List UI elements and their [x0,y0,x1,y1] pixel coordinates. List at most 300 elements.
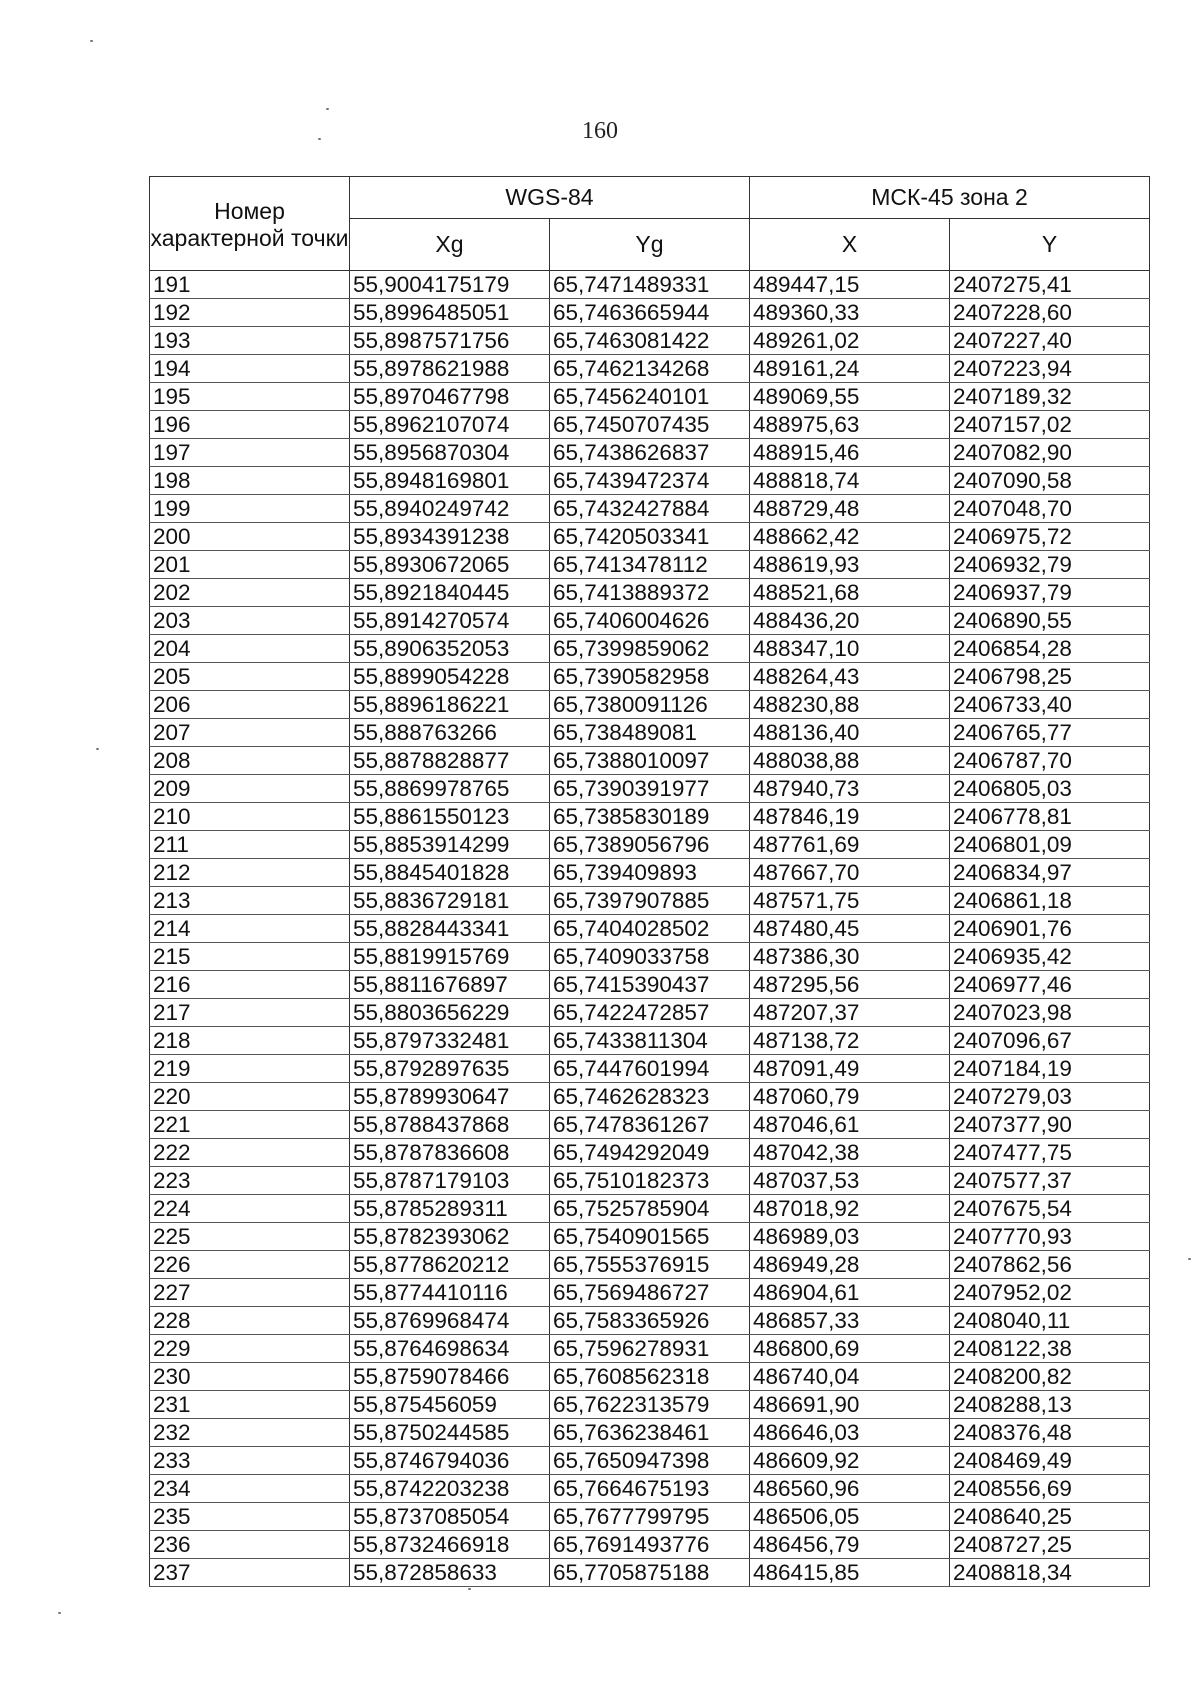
point-number-cell: 236 [150,1531,350,1559]
yg-cell: 65,7462628323 [550,1083,750,1111]
table-row [150,1391,1150,1419]
y-cell: 2407090,58 [950,467,1150,495]
point-number-cell: 225 [150,1223,350,1251]
y-cell: 2406834,97 [950,859,1150,887]
y-cell: 2408469,49 [950,1447,1150,1475]
x-cell: 486989,03 [750,1223,950,1251]
yg-cell: 65,7380091126 [550,691,750,719]
yg-cell: 65,7650947398 [550,1447,750,1475]
point-number-cell: 205 [150,663,350,691]
table-row [150,1335,1150,1363]
yg-cell: 65,7422472857 [550,999,750,1027]
table-row [150,523,1150,551]
y-cell: 2407377,90 [950,1111,1150,1139]
y-cell: 2407189,32 [950,383,1150,411]
xg-cell: 55,888763266 [350,719,550,747]
point-number-cell: 201 [150,551,350,579]
y-cell: 2406805,03 [950,775,1150,803]
x-cell: 487940,73 [750,775,950,803]
point-number-cell: 203 [150,607,350,635]
y-cell: 2407184,19 [950,1055,1150,1083]
y-cell: 2406901,76 [950,915,1150,943]
x-cell: 487091,49 [750,1055,950,1083]
xg-cell: 55,8940249742 [350,495,550,523]
xg-cell: 55,8996485051 [350,299,550,327]
yg-cell: 65,7390582958 [550,663,750,691]
y-cell: 2406798,25 [950,663,1150,691]
table-row [150,1139,1150,1167]
point-number-cell: 214 [150,915,350,943]
point-number-cell: 229 [150,1335,350,1363]
y-cell: 2407223,94 [950,355,1150,383]
x-cell: 488230,88 [750,691,950,719]
point-number-cell: 219 [150,1055,350,1083]
x-cell: 489161,24 [750,355,950,383]
header-group-wgs84: WGS-84 [350,177,750,219]
point-number-cell: 211 [150,831,350,859]
y-cell: 2408727,25 [950,1531,1150,1559]
table-row [150,1251,1150,1279]
table-row [150,803,1150,831]
xg-cell: 55,8759078466 [350,1363,550,1391]
yg-cell: 65,7478361267 [550,1111,750,1139]
table-row [150,1027,1150,1055]
y-cell: 2406935,42 [950,943,1150,971]
scan-speck [1188,1258,1191,1260]
y-cell: 2406778,81 [950,803,1150,831]
xg-cell: 55,8948169801 [350,467,550,495]
yg-cell: 65,7388010097 [550,747,750,775]
table-row [150,1111,1150,1139]
xg-cell: 55,8978621988 [350,355,550,383]
point-number-cell: 227 [150,1279,350,1307]
yg-cell: 65,7596278931 [550,1335,750,1363]
point-number-cell: 221 [150,1111,350,1139]
x-cell: 486609,92 [750,1447,950,1475]
xg-cell: 55,8797332481 [350,1027,550,1055]
yg-cell: 65,739409893 [550,859,750,887]
point-number-cell: 235 [150,1503,350,1531]
point-number-cell: 224 [150,1195,350,1223]
table-row [150,663,1150,691]
table-row [150,1475,1150,1503]
xg-cell: 55,8878828877 [350,747,550,775]
point-number-cell: 222 [150,1139,350,1167]
yg-cell: 65,7510182373 [550,1167,750,1195]
yg-cell: 65,7420503341 [550,523,750,551]
xg-cell: 55,8845401828 [350,859,550,887]
y-cell: 2406937,79 [950,579,1150,607]
yg-cell: 65,7636238461 [550,1419,750,1447]
table-row [150,999,1150,1027]
table-row [150,1307,1150,1335]
y-cell: 2407675,54 [950,1195,1150,1223]
y-cell: 2408200,82 [950,1363,1150,1391]
table-row [150,775,1150,803]
xg-cell: 55,8956870304 [350,439,550,467]
header-point-number: Номер характерной точки [150,177,350,271]
point-number-cell: 234 [150,1475,350,1503]
xg-cell: 55,8732466918 [350,1531,550,1559]
yg-cell: 65,7583365926 [550,1307,750,1335]
y-cell: 2407023,98 [950,999,1150,1027]
xg-cell: 55,8782393062 [350,1223,550,1251]
x-cell: 487138,72 [750,1027,950,1055]
point-number-cell: 199 [150,495,350,523]
y-cell: 2406854,28 [950,635,1150,663]
xg-cell: 55,8861550123 [350,803,550,831]
point-number-cell: 195 [150,383,350,411]
x-cell: 487037,53 [750,1167,950,1195]
table-row [150,831,1150,859]
table-row [150,299,1150,327]
coordinates-table [149,176,1150,1587]
yg-cell: 65,7399859062 [550,635,750,663]
xg-cell: 55,8764698634 [350,1335,550,1363]
yg-cell: 65,7406004626 [550,607,750,635]
y-cell: 2406733,40 [950,691,1150,719]
y-cell: 2406975,72 [950,523,1150,551]
xg-cell: 55,872858633 [350,1559,550,1587]
xg-cell: 55,8792897635 [350,1055,550,1083]
xg-cell: 55,8803656229 [350,999,550,1027]
xg-cell: 55,8746794036 [350,1447,550,1475]
point-number-cell: 237 [150,1559,350,1587]
scan-speck [90,40,93,42]
yg-cell: 65,7691493776 [550,1531,750,1559]
x-cell: 489261,02 [750,327,950,355]
yg-cell: 65,7450707435 [550,411,750,439]
table-row [150,1531,1150,1559]
xg-cell: 55,875456059 [350,1391,550,1419]
table-row [150,327,1150,355]
point-number-cell: 204 [150,635,350,663]
xg-cell: 55,8970467798 [350,383,550,411]
scan-speck [58,1612,61,1614]
xg-cell: 55,8750244585 [350,1419,550,1447]
point-number-cell: 213 [150,887,350,915]
y-cell: 2407048,70 [950,495,1150,523]
x-cell: 488264,43 [750,663,950,691]
yg-cell: 65,7447601994 [550,1055,750,1083]
point-number-cell: 223 [150,1167,350,1195]
point-number-cell: 228 [150,1307,350,1335]
yg-cell: 65,7439472374 [550,467,750,495]
point-number-cell: 208 [150,747,350,775]
yg-cell: 65,7415390437 [550,971,750,999]
table-row [150,1167,1150,1195]
x-cell: 488521,68 [750,579,950,607]
xg-cell: 55,8906352053 [350,635,550,663]
point-number-cell: 196 [150,411,350,439]
table-row [150,1363,1150,1391]
y-cell: 2407952,02 [950,1279,1150,1307]
table-row [150,1195,1150,1223]
table-row [150,747,1150,775]
point-number-cell: 193 [150,327,350,355]
point-number-cell: 209 [150,775,350,803]
x-cell: 486800,69 [750,1335,950,1363]
yg-cell: 65,7456240101 [550,383,750,411]
table-row [150,579,1150,607]
x-cell: 486415,85 [750,1559,950,1587]
table-row [150,691,1150,719]
xg-cell: 55,8811676897 [350,971,550,999]
xg-cell: 55,8819915769 [350,943,550,971]
table-row [150,635,1150,663]
x-cell: 487386,30 [750,943,950,971]
point-number-cell: 220 [150,1083,350,1111]
xg-cell: 55,8853914299 [350,831,550,859]
xg-cell: 55,8778620212 [350,1251,550,1279]
point-number-cell: 206 [150,691,350,719]
point-number-cell: 200 [150,523,350,551]
xg-cell: 55,8787179103 [350,1167,550,1195]
y-cell: 2407227,40 [950,327,1150,355]
table-row [150,467,1150,495]
x-cell: 486506,05 [750,1503,950,1531]
yg-cell: 65,738489081 [550,719,750,747]
yg-cell: 65,7409033758 [550,943,750,971]
yg-cell: 65,7569486727 [550,1279,750,1307]
x-cell: 487042,38 [750,1139,950,1167]
x-cell: 488729,48 [750,495,950,523]
y-cell: 2407577,37 [950,1167,1150,1195]
x-cell: 487207,37 [750,999,950,1027]
yg-cell: 65,7540901565 [550,1223,750,1251]
xg-cell: 55,8921840445 [350,579,550,607]
xg-cell: 55,8785289311 [350,1195,550,1223]
xg-cell: 55,8788437868 [350,1111,550,1139]
xg-cell: 55,8934391238 [350,523,550,551]
y-cell: 2407096,67 [950,1027,1150,1055]
y-cell: 2408288,13 [950,1391,1150,1419]
y-cell: 2406765,77 [950,719,1150,747]
x-cell: 489447,15 [750,271,950,299]
y-cell: 2407770,93 [950,1223,1150,1251]
table-row [150,1223,1150,1251]
x-cell: 487046,61 [750,1111,950,1139]
x-cell: 486740,04 [750,1363,950,1391]
x-cell: 487295,56 [750,971,950,999]
y-cell: 2406977,46 [950,971,1150,999]
scan-speck [318,138,321,140]
y-cell: 2407862,56 [950,1251,1150,1279]
header-col-xg: Xg [350,219,550,271]
x-cell: 488136,40 [750,719,950,747]
yg-cell: 65,7471489331 [550,271,750,299]
xg-cell: 55,8896186221 [350,691,550,719]
y-cell: 2407157,02 [950,411,1150,439]
y-cell: 2407082,90 [950,439,1150,467]
point-number-cell: 212 [150,859,350,887]
point-number-cell: 202 [150,579,350,607]
y-cell: 2406861,18 [950,887,1150,915]
table-row [150,1503,1150,1531]
y-cell: 2408040,11 [950,1307,1150,1335]
yg-cell: 65,7462134268 [550,355,750,383]
table-row [150,355,1150,383]
xg-cell: 55,8962107074 [350,411,550,439]
y-cell: 2408122,38 [950,1335,1150,1363]
point-number-cell: 194 [150,355,350,383]
table-body [150,271,1150,1587]
x-cell: 488818,74 [750,467,950,495]
x-cell: 487480,45 [750,915,950,943]
table-row [150,411,1150,439]
table-row [150,439,1150,467]
yg-cell: 65,7390391977 [550,775,750,803]
x-cell: 486904,61 [750,1279,950,1307]
x-cell: 487761,69 [750,831,950,859]
yg-cell: 65,7385830189 [550,803,750,831]
x-cell: 487571,75 [750,887,950,915]
xg-cell: 55,8774410116 [350,1279,550,1307]
header-col-y: Y [950,219,1150,271]
yg-cell: 65,7389056796 [550,831,750,859]
y-cell: 2407275,41 [950,271,1150,299]
point-number-cell: 230 [150,1363,350,1391]
xg-cell: 55,8828443341 [350,915,550,943]
y-cell: 2407279,03 [950,1083,1150,1111]
x-cell: 488038,88 [750,747,950,775]
point-number-cell: 192 [150,299,350,327]
yg-cell: 65,7525785904 [550,1195,750,1223]
yg-cell: 65,7432427884 [550,495,750,523]
point-number-cell: 232 [150,1419,350,1447]
y-cell: 2408818,34 [950,1559,1150,1587]
x-cell: 489360,33 [750,299,950,327]
x-cell: 486560,96 [750,1475,950,1503]
table-row [150,271,1150,299]
yg-cell: 65,7404028502 [550,915,750,943]
yg-cell: 65,7463081422 [550,327,750,355]
table-row [150,719,1150,747]
yg-cell: 65,7494292049 [550,1139,750,1167]
yg-cell: 65,7705875188 [550,1559,750,1587]
y-cell: 2406932,79 [950,551,1150,579]
table-header [150,177,1150,271]
x-cell: 489069,55 [750,383,950,411]
scan-speck [468,1588,471,1590]
table-row [150,551,1150,579]
xg-cell: 55,8742203238 [350,1475,550,1503]
table-row [150,1447,1150,1475]
x-cell: 486949,28 [750,1251,950,1279]
scan-speck [326,108,329,110]
x-cell: 487060,79 [750,1083,950,1111]
x-cell: 488619,93 [750,551,950,579]
point-number-cell: 207 [150,719,350,747]
x-cell: 487018,92 [750,1195,950,1223]
yg-cell: 65,7413478112 [550,551,750,579]
point-number-cell: 233 [150,1447,350,1475]
point-number-cell: 198 [150,467,350,495]
yg-cell: 65,7397907885 [550,887,750,915]
y-cell: 2408640,25 [950,1503,1150,1531]
x-cell: 486646,03 [750,1419,950,1447]
xg-cell: 55,8914270574 [350,607,550,635]
header-col-yg: Yg [550,219,750,271]
point-number-cell: 216 [150,971,350,999]
y-cell: 2408376,48 [950,1419,1150,1447]
table-row [150,1279,1150,1307]
point-number-cell: 215 [150,943,350,971]
x-cell: 486456,79 [750,1531,950,1559]
yg-cell: 65,7608562318 [550,1363,750,1391]
yg-cell: 65,7664675193 [550,1475,750,1503]
yg-cell: 65,7463665944 [550,299,750,327]
xg-cell: 55,8787836608 [350,1139,550,1167]
x-cell: 488347,10 [750,635,950,663]
page-number: 160 [582,118,618,144]
x-cell: 487667,70 [750,859,950,887]
point-number-cell: 210 [150,803,350,831]
table-row [150,607,1150,635]
table-row [150,887,1150,915]
y-cell: 2406890,55 [950,607,1150,635]
yg-cell: 65,7438626837 [550,439,750,467]
x-cell: 486691,90 [750,1391,950,1419]
yg-cell: 65,7677799795 [550,1503,750,1531]
yg-cell: 65,7433811304 [550,1027,750,1055]
table-row [150,915,1150,943]
scan-speck [96,748,99,750]
table-row [150,971,1150,999]
xg-cell: 55,8769968474 [350,1307,550,1335]
xg-cell: 55,8737085054 [350,1503,550,1531]
x-cell: 488662,42 [750,523,950,551]
x-cell: 488975,63 [750,411,950,439]
xg-cell: 55,8869978765 [350,775,550,803]
table-row [150,859,1150,887]
xg-cell: 55,8899054228 [350,663,550,691]
point-number-cell: 226 [150,1251,350,1279]
x-cell: 486857,33 [750,1307,950,1335]
table-row [150,943,1150,971]
xg-cell: 55,8789930647 [350,1083,550,1111]
table-row [150,1083,1150,1111]
point-number-cell: 197 [150,439,350,467]
x-cell: 488915,46 [750,439,950,467]
point-number-cell: 231 [150,1391,350,1419]
table-row [150,1419,1150,1447]
table-row [150,1055,1150,1083]
point-number-cell: 217 [150,999,350,1027]
x-cell: 487846,19 [750,803,950,831]
x-cell: 488436,20 [750,607,950,635]
y-cell: 2406787,70 [950,747,1150,775]
table-row [150,495,1150,523]
xg-cell: 55,8987571756 [350,327,550,355]
y-cell: 2408556,69 [950,1475,1150,1503]
header-group-msk45: МСК-45 зона 2 [750,177,1150,219]
table-row [150,383,1150,411]
xg-cell: 55,8930672065 [350,551,550,579]
point-number-cell: 218 [150,1027,350,1055]
header-col-x: X [750,219,950,271]
yg-cell: 65,7413889372 [550,579,750,607]
y-cell: 2407228,60 [950,299,1150,327]
table-row [150,1559,1150,1587]
xg-cell: 55,9004175179 [350,271,550,299]
y-cell: 2406801,09 [950,831,1150,859]
point-number-cell: 191 [150,271,350,299]
y-cell: 2407477,75 [950,1139,1150,1167]
yg-cell: 65,7622313579 [550,1391,750,1419]
xg-cell: 55,8836729181 [350,887,550,915]
yg-cell: 65,7555376915 [550,1251,750,1279]
